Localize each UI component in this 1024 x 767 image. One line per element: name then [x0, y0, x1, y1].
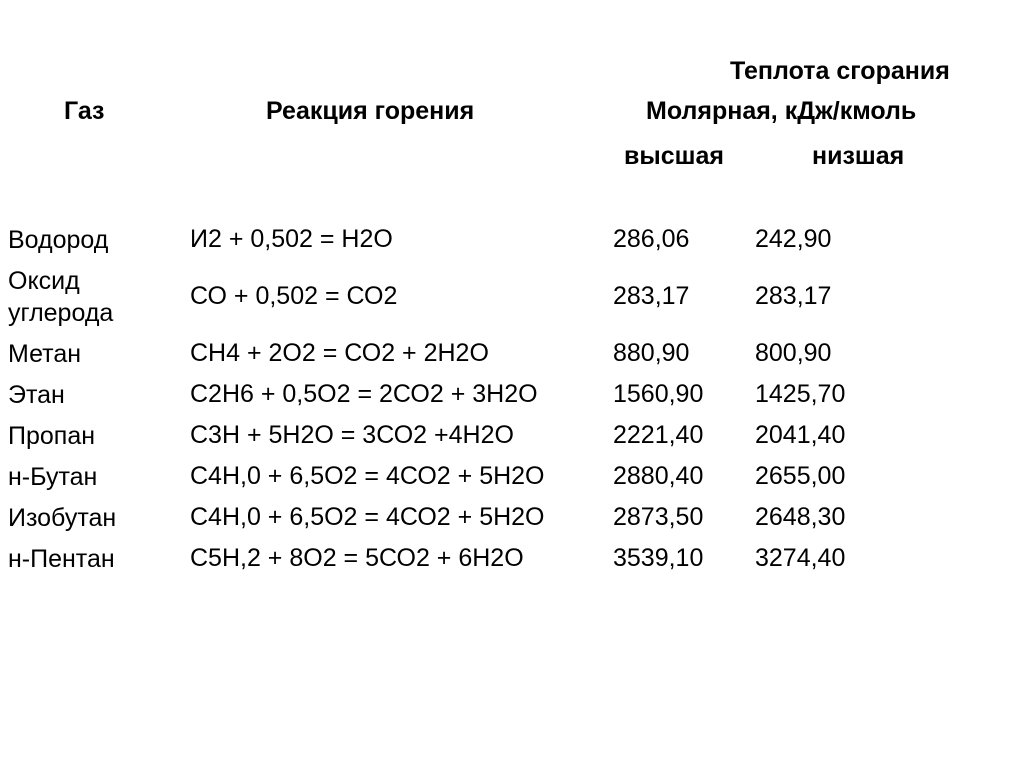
- higher-value-cell: 1560,90: [613, 380, 704, 408]
- table-row: [0, 456, 1024, 497]
- combustion-table: [0, 219, 1024, 579]
- table-row: [0, 333, 1024, 374]
- gas-cell: Этан: [8, 380, 65, 409]
- lower-value-cell: 242,90: [755, 225, 832, 253]
- higher-value-cell: 880,90: [613, 339, 690, 367]
- molar-units-column-header: Молярная, кДж/кмоль: [646, 97, 917, 125]
- lower-value-cell: 3274,40: [755, 544, 846, 572]
- reaction-cell: С5Н,2 + 8О2 = 5СО2 + 6Н2О: [190, 544, 524, 572]
- gas-cell: Водород: [8, 225, 109, 254]
- gas-cell: Пропан: [8, 421, 96, 450]
- gas-cell: Изобутан: [8, 503, 117, 532]
- reaction-cell: И2 + 0,502 = Н2О: [190, 225, 393, 253]
- gas-cell: Оксид углерода: [8, 266, 114, 327]
- reaction-cell: С2Н6 + 0,5О2 = 2СО2 + 3Н2О: [190, 380, 538, 408]
- reaction-cell: С4Н,0 + 6,5О2 = 4СО2 + 5Н2О: [190, 503, 545, 531]
- higher-value-cell: 283,17: [613, 282, 690, 310]
- lower-value-cell: 800,90: [755, 339, 832, 367]
- lower-value-cell: 2041,40: [755, 421, 846, 449]
- higher-value-cell: 3539,10: [613, 544, 704, 572]
- higher-value-cell: 286,06: [613, 225, 690, 253]
- table-row: [0, 415, 1024, 456]
- table-row: [0, 219, 1024, 260]
- reaction-cell: С3Н + 5Н2О = 3СО2 +4Н2О: [190, 421, 514, 449]
- higher-value-subheader: высшая: [624, 142, 724, 170]
- gas-cell: н-Бутан: [8, 462, 98, 491]
- reaction-cell: С4Н,0 + 6,5О2 = 4СО2 + 5Н2О: [190, 462, 545, 490]
- reaction-cell: СО + 0,502 = СО2: [190, 282, 398, 310]
- higher-value-cell: 2221,40: [613, 421, 704, 449]
- table-row: [0, 497, 1024, 538]
- reaction-cell: СН4 + 2О2 = СО2 + 2Н2О: [190, 339, 489, 367]
- gas-cell: н-Пентан: [8, 544, 115, 573]
- gas-cell: Метан: [8, 339, 82, 368]
- lower-value-cell: 2648,30: [755, 503, 846, 531]
- higher-value-cell: 2880,40: [613, 462, 704, 490]
- higher-value-cell: 2873,50: [613, 503, 704, 531]
- lower-value-subheader: низшая: [812, 142, 905, 170]
- lower-value-cell: 1425,70: [755, 380, 846, 408]
- heat-of-combustion-title: Теплота сгорания: [730, 57, 950, 85]
- table-row: [0, 538, 1024, 579]
- lower-value-cell: 2655,00: [755, 462, 846, 490]
- table-row: [0, 374, 1024, 415]
- reaction-column-header: Реакция горения: [266, 97, 475, 125]
- lower-value-cell: 283,17: [755, 282, 832, 310]
- table-row: [0, 260, 1024, 333]
- gas-column-header: Газ: [64, 97, 105, 125]
